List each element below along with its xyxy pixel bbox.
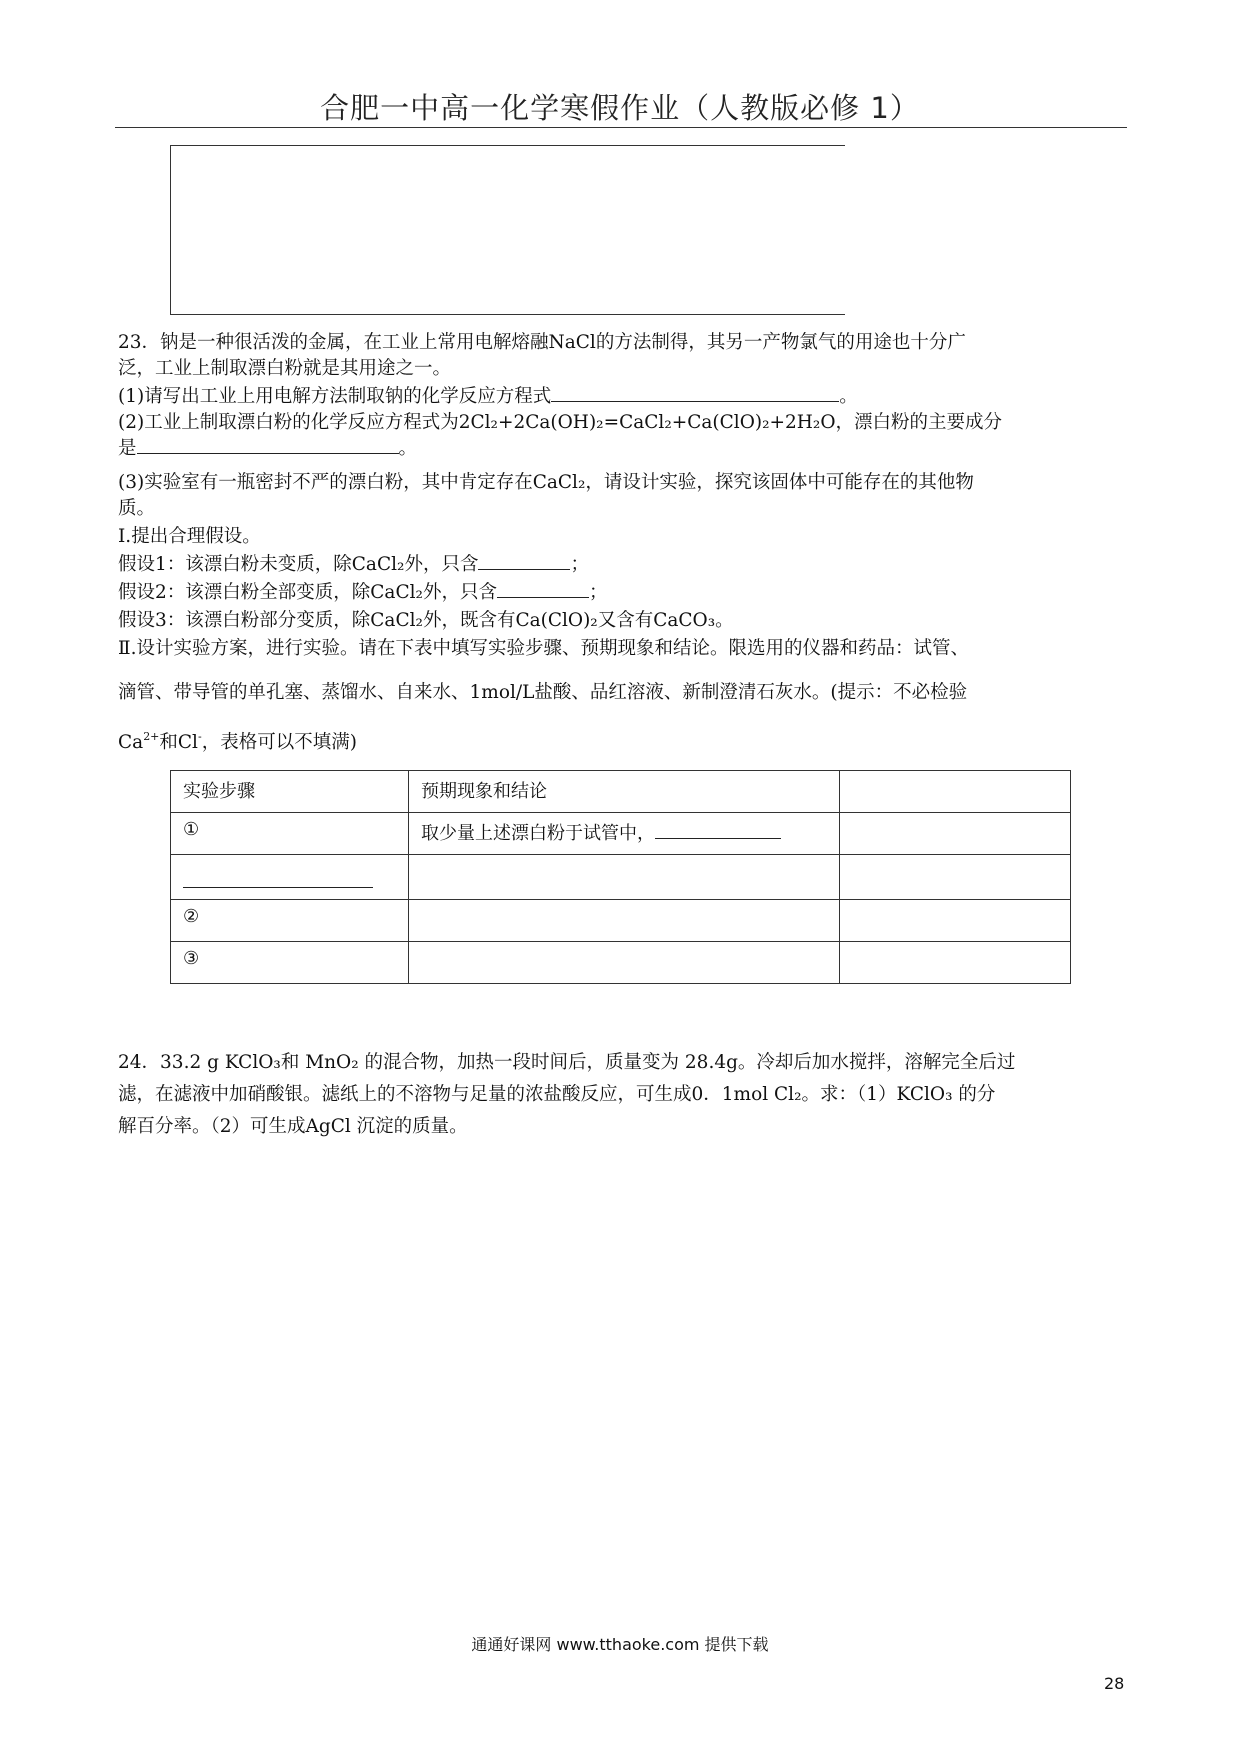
q23-part1-text: (1)请写出工业上用电解方法制取钠的化学反应方程式 <box>118 386 552 407</box>
page-header-title: 合肥一中高一化学寒假作业（人教版必修 1） <box>320 91 920 125</box>
hypothesis2-blank[interactable] <box>497 581 589 598</box>
row2-step-blank[interactable] <box>183 871 373 888</box>
hypothesis2-end: ； <box>588 582 608 603</box>
table-header-steps: 实验步骤 <box>171 771 409 813</box>
q23-part2-end: 。 <box>398 438 418 459</box>
hypothesis2-text: 假设2：该漂白粉全部变质，除CaCl₂外，只含 <box>118 582 497 603</box>
ca-ion-charge: 2+ <box>143 730 160 743</box>
table-cell-extra[interactable] <box>840 942 1071 984</box>
q23-part2-blank[interactable] <box>137 437 399 454</box>
q23-part1-end: 。 <box>839 386 858 407</box>
q23-line1: 23．钠是一种很活泼的金属，在工业上常用电解熔融NaCl的方法制得，其另一产物氯气的用途也十分广 <box>118 332 966 353</box>
q23-part1-blank[interactable] <box>551 385 839 402</box>
q23-hypothesis3: 假设3：该漂白粉部分变质，除CaCl₂外，既含有Ca(ClO)₂又含有CaCO₃。 <box>118 610 734 631</box>
table-header-extra <box>840 771 1071 813</box>
q24-line2: 滤，在滤液中加硝酸银。滤纸上的不溶物与足量的浓盐酸反应，可生成0．1mol Cl₂。求：（1）KClO₃ 的分 <box>118 1084 996 1105</box>
table-cell-result[interactable] <box>409 855 840 900</box>
table-cell-result[interactable] <box>409 942 840 984</box>
table-cell-result[interactable] <box>409 900 840 942</box>
table-cell-step: ② <box>171 900 409 942</box>
table-row <box>171 855 1071 900</box>
table-cell-result <box>409 813 840 855</box>
hypothesis1-end: ； <box>570 554 589 575</box>
header-divider <box>115 127 1127 128</box>
q23-hypothesis1 <box>118 552 589 578</box>
table-row <box>171 813 1071 855</box>
table-header-result: 预期现象和结论 <box>409 771 840 813</box>
cl-ion-text: 和Cl <box>159 732 198 753</box>
q23-section1-title: Ⅰ.提出合理假设。 <box>118 526 261 547</box>
table-cell-extra[interactable] <box>840 900 1071 942</box>
q23-section2-line2: 滴管、带导管的单孔塞、蒸馏水、自来水、1mol/L盐酸、品红溶液、新制澄清石灰水。(提示：不必检验 <box>118 682 968 703</box>
experiment-table <box>170 770 1071 984</box>
q23-part2-line2 <box>118 436 417 462</box>
q23-part2-line1: (2)工业上制取漂白粉的化学反应方程式为2Cl₂+2Ca(OH)₂=CaCl₂+Ca(ClO)₂+2H₂O，漂白粉的主要成分 <box>118 412 1003 433</box>
row1-result-blank[interactable] <box>655 822 781 839</box>
row1-result-text: 取少量上述漂白粉于试管中， <box>421 823 655 844</box>
q23-part3-line1: (3)实验室有一瓶密封不严的漂白粉，其中肯定存在CaCl₂，请设计实验，探究该固体中可能存在的其他物 <box>118 472 974 493</box>
table-cell-step[interactable] <box>171 855 409 900</box>
table-row <box>171 942 1071 984</box>
table-row <box>171 900 1071 942</box>
q23-section2-line1: Ⅱ.设计实验方案，进行实验。请在下表中填写实验步骤、预期现象和结论。限选用的仪器和药品：试管、 <box>118 638 969 659</box>
table-cell-extra[interactable] <box>840 813 1071 855</box>
table-cell-extra[interactable] <box>840 855 1071 900</box>
q23-section2-line3 <box>118 724 357 756</box>
q23-part1 <box>118 384 858 410</box>
footer-source: 通通好课网 www.tthaoke.com 提供下载 <box>471 1635 769 1654</box>
cl-ion-charge: - <box>197 730 202 743</box>
q23-part2-start: 是 <box>118 438 137 459</box>
ca-ion-text: Ca <box>118 732 144 753</box>
page-number: 28 <box>1104 1674 1125 1693</box>
hypothesis1-blank[interactable] <box>478 553 570 570</box>
table-cell-step: ③ <box>171 942 409 984</box>
answer-box-previous-question <box>170 145 845 315</box>
hypothesis1-text: 假设1：该漂白粉未变质，除CaCl₂外，只含 <box>118 554 479 575</box>
q24-line3: 解百分率。（2）可生成AgCl 沉淀的质量。 <box>118 1116 468 1137</box>
table-header-row <box>171 771 1071 813</box>
table-cell-step: ① <box>171 813 409 855</box>
q23-hypothesis2 <box>118 580 607 606</box>
table-note: ，表格可以不填满) <box>201 732 357 753</box>
q23-line2: 泛，工业上制取漂白粉就是其用途之一。 <box>118 358 452 379</box>
q24-line1: 24．33.2 g KClO₃和 MnO₂ 的混合物，加热一段时间后，质量变为 28.4g。冷却后加水搅拌，溶解完全后过 <box>118 1052 1016 1073</box>
q23-part3-line2: 质。 <box>118 498 156 519</box>
